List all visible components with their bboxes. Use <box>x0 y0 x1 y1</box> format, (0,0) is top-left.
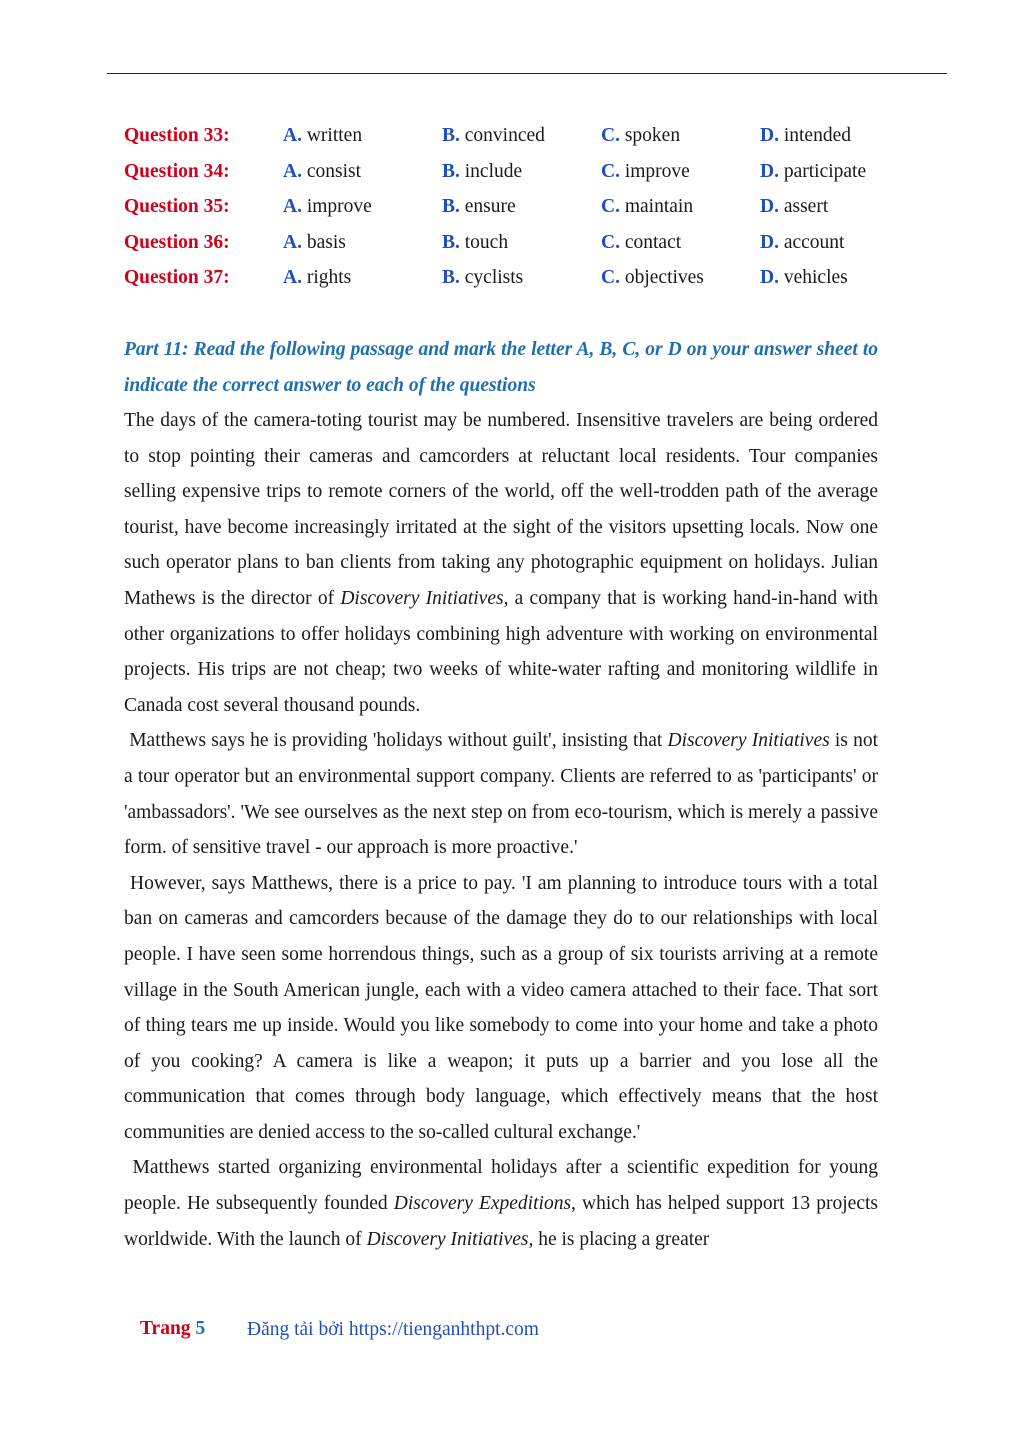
company-name: Discovery Initiatives <box>366 1228 529 1250</box>
company-name: Discovery Expeditions <box>393 1193 572 1215</box>
option-d: D. vehicles <box>760 267 848 288</box>
page-label: Trang <box>140 1318 191 1339</box>
option-a: A. consist <box>283 160 362 182</box>
option-b: B. cyclists <box>442 267 524 288</box>
option-a: A. written <box>283 125 363 146</box>
header-divider <box>107 73 947 74</box>
option-b: B. include <box>442 160 523 182</box>
option-c: C. spoken <box>601 125 681 146</box>
passage-paragraph-2: Matthews says he is providing 'holidays without guilt', insisting that Discovery Initiatives is not a tour operator but an environmental support company. Clients are referred to as 'participants' or 'ambassadors'. 'We see ourselves as the next step on from eco-tourism, which is merely a passive form. of sensitive travel - our approach is more proactive.' <box>124 730 879 859</box>
option-a: A. rights <box>283 267 352 288</box>
company-name: Discovery Initiatives <box>340 587 504 609</box>
option-d: D. participate <box>760 160 867 182</box>
passage-paragraph-1: The days of the camera-toting tourist may be numbered. Insensitive travelers are being ordered to stop pointing their cameras and camcorders at reluctant local residents. Tour companies selling expensive trips to remote corners of the world, off the well-trodden path of the average tourist, have become increasingly irritated at the sight of the visitors upsetting locals. Now one such operator plans to ban clients from taking any photographic equipment on holidays. Julian Mathews is the director of Discovery Initiatives, a company that is working hand-in-hand with other organizations to offer holidays combining high adventure with working on environmental projects. His trips are not cheap; two weeks of white-water rafting and monitoring wildlife in Canada cost several thousand pounds. <box>124 410 878 716</box>
option-d: D. account <box>760 231 845 253</box>
option-c: C. maintain <box>601 196 694 217</box>
page-footer <box>140 1314 539 1344</box>
question-label: Question 36: <box>124 231 230 253</box>
question-row-33 <box>124 118 924 154</box>
question-label: Question 34: <box>124 160 230 182</box>
option-d: D. intended <box>760 125 851 146</box>
option-b: B. ensure <box>442 196 516 217</box>
option-d: D. assert <box>760 196 829 217</box>
question-row-34 <box>124 154 924 190</box>
question-row-35 <box>124 189 924 225</box>
question-label: Question 37: <box>124 267 230 288</box>
page-number: 5 <box>195 1318 206 1339</box>
uploader-credit: Đăng tải bởi https://tienganhthpt.com <box>247 1319 539 1340</box>
part-heading: Part 11: Read the following passage and mark the letter A, B, C, or D on your answer sheet to indicate the correct answer to each of the questions <box>124 339 878 396</box>
passage-paragraph-4: Matthews started organizing environmental holidays after a scientific expedition for young people. He subsequently founded Discovery Expeditions, which has helped support 13 projects worldwide. With the launch of Discovery Initiatives, he is placing a greater <box>124 1157 878 1250</box>
reading-passage <box>124 403 878 1257</box>
question-label: Question 33: <box>124 125 230 146</box>
option-a: A. improve <box>283 196 372 217</box>
answer-options-table <box>124 118 924 296</box>
question-label: Question 35: <box>124 196 230 217</box>
question-row-37 <box>124 260 924 296</box>
option-a: A. basis <box>283 231 346 253</box>
option-c: C. contact <box>601 231 682 253</box>
option-c: C. improve <box>601 160 690 182</box>
option-b: B. touch <box>442 231 509 253</box>
question-row-36 <box>124 225 924 261</box>
passage-paragraph-3: However, says Matthews, there is a price to pay. 'I am planning to introduce tours with a total ban on cameras and camcorders because of the damage they do to our relationships with local people. I have seen some horrendous things, such as a group of six tourists arriving at a remote village in the South American jungle, each with a video camera attached to their face. That sort of thing tears me up inside. Would you like somebody to come into your home and take a photo of you cooking? A camera is like a weapon; it puts up a barrier and you lose all the communication that comes through body language, which effectively means that the host communities are denied access to the so-called cultural exchange.' <box>124 872 878 1143</box>
option-c: C. objectives <box>601 267 704 288</box>
option-b: B. convinced <box>442 125 545 146</box>
company-name: Discovery Initiatives <box>667 730 830 752</box>
